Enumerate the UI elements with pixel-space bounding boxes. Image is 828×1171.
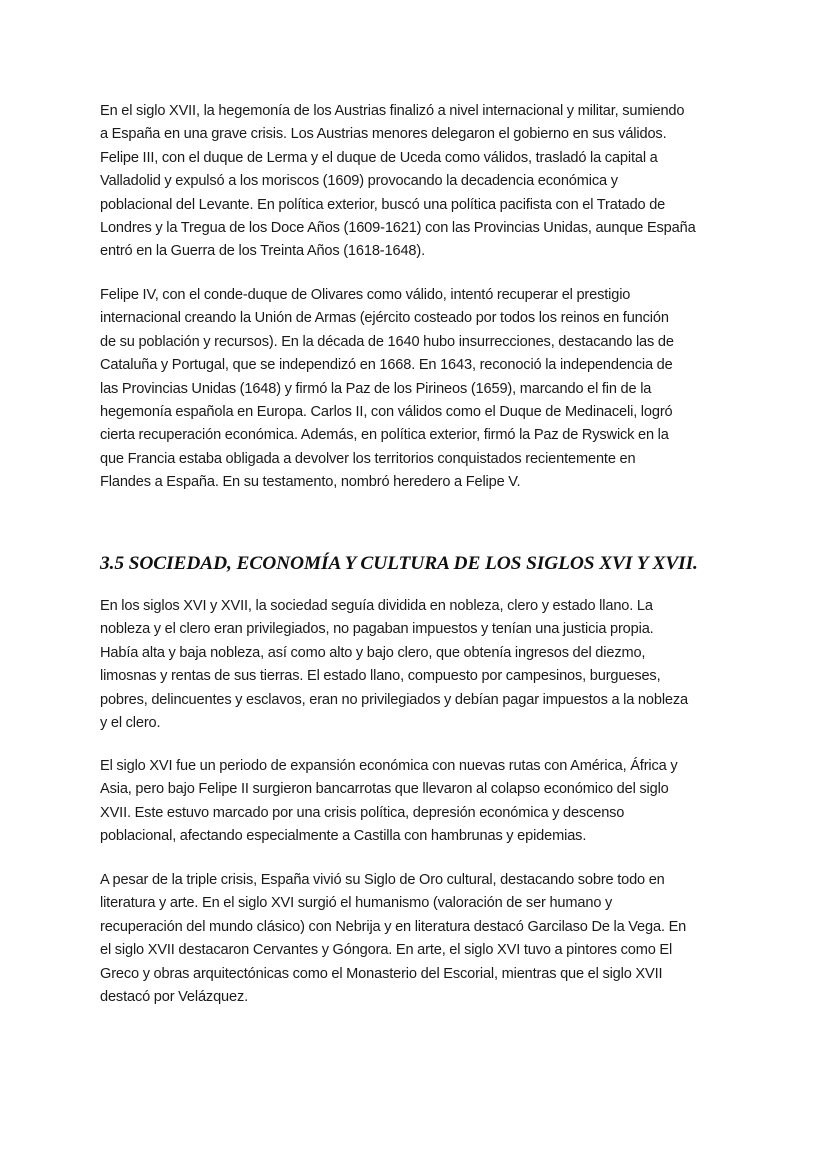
text-line: Había alta y baja nobleza, así como alto y bajo clero, que obtenía ingresos del diezmo, — [100, 644, 646, 661]
text-line: poblacional, afectando especialmente a Castilla con hambrunas y epidemias. — [100, 828, 587, 845]
text-line: las Provincias Unidas (1648) y firmó la Paz de los Pirineos (1659), marcando el fin de la — [100, 380, 652, 397]
paragraph-felipe-iii — [100, 100, 696, 264]
text-line: XVII. Este estuvo marcado por una crisis política, depresión económica y descenso — [100, 804, 625, 821]
text-line: El siglo XVI fue un periodo de expansión económica con nuevas rutas con América, África y — [100, 758, 678, 774]
text-line: recuperación del mundo clásico) con Nebrija y en literatura destacó Garcilaso De la Vega. En — [100, 918, 687, 935]
text-line: destacó por Velázquez. — [100, 989, 249, 1006]
text-line: que Francia estaba obligada a devolver los territorios conquistados recientemente en — [100, 450, 636, 467]
text-line: el siglo XVII destacaron Cervantes y Góngora. En arte, el siglo XVI tuvo a pintores como El — [100, 942, 673, 959]
text-line: internacional creando la Unión de Armas (ejército costeado por todos los reinos en función — [100, 310, 669, 327]
text-line: hegemonía española en Europa. Carlos II, con válidos como el Duque de Medinaceli, logró — [100, 404, 673, 421]
text-line: Felipe III, con el duque de Lerma y el duque de Uceda como válidos, trasladó la capital a — [100, 149, 658, 166]
text-line: de su población y recursos). En la década de 1640 hubo insurrecciones, destacando las de — [100, 333, 674, 350]
paragraph-economia — [100, 755, 677, 849]
text-line: Flandes a España. En su testamento, nombró heredero a Felipe V. — [100, 474, 521, 491]
text-line: nobleza y el clero eran privilegiados, no pagaban impuestos y tenían una justicia propia. — [100, 621, 654, 638]
text-line: Valladolid y expulsó a los moriscos (1609) provocando la decadencia económica y — [100, 173, 618, 190]
text-line: Cataluña y Portugal, que se independizó en 1668. En 1643, reconoció la independencia de — [100, 357, 673, 374]
text-line: literatura y arte. En el siglo XVI surgió el humanismo (valoración de ser humano y — [100, 895, 613, 912]
text-line: pobres, delincuentes y esclavos, eran no privilegiados y debían pagar impuestos a la nobleza — [100, 691, 688, 708]
paragraph-cultura — [100, 869, 686, 1009]
text-line: Greco y obras arquitectónicas como el Monasterio del Escorial, mientras que el siglo XVII — [100, 965, 663, 982]
text-line: poblacional del Levante. En política exterior, buscó una política pacifista con el Tratado de — [100, 196, 666, 213]
text-line: Asia, pero bajo Felipe II surgieron bancarrotas que llevaron al colapso económico del siglo — [100, 781, 669, 798]
text-line: En los siglos XVI y XVII, la sociedad seguía dividida en nobleza, clero y estado llano. La — [100, 598, 653, 614]
text-line: limosnas y rentas de sus tierras. El estado llano, compuesto por campesinos, burgueses, — [100, 668, 661, 685]
paragraph-sociedad — [100, 595, 688, 735]
text-line: Londres y la Tregua de los Doce Años (1609-1621) con las Provincias Unidas, aunque España — [100, 220, 696, 237]
text-line: entró en la Guerra de los Treinta Años (1618-1648). — [100, 243, 425, 260]
section-heading: 3.5 SOCIEDAD, ECONOMÍA Y CULTURA DE LOS SIGLOS XVI Y XVII. — [100, 553, 698, 574]
text-line: Felipe IV, con el conde-duque de Olivares como válido, intentó recuperar el prestigio — [100, 287, 631, 303]
text-line: En el siglo XVII, la hegemonía de los Austrias finalizó a nivel internacional y militar, sumiendo — [100, 103, 685, 119]
text-line: cierta recuperación económica. Además, en política exterior, firmó la Paz de Ryswick en la — [100, 427, 669, 444]
text-line: y el clero. — [100, 715, 161, 732]
text-line: A pesar de la triple crisis, España vivió su Siglo de Oro cultural, destacando sobre todo en — [100, 872, 665, 888]
paragraph-felipe-iv-carlos-ii — [100, 284, 674, 495]
text-line: a España en una grave crisis. Los Austrias menores delegaron el gobierno en sus válidos. — [100, 126, 667, 143]
